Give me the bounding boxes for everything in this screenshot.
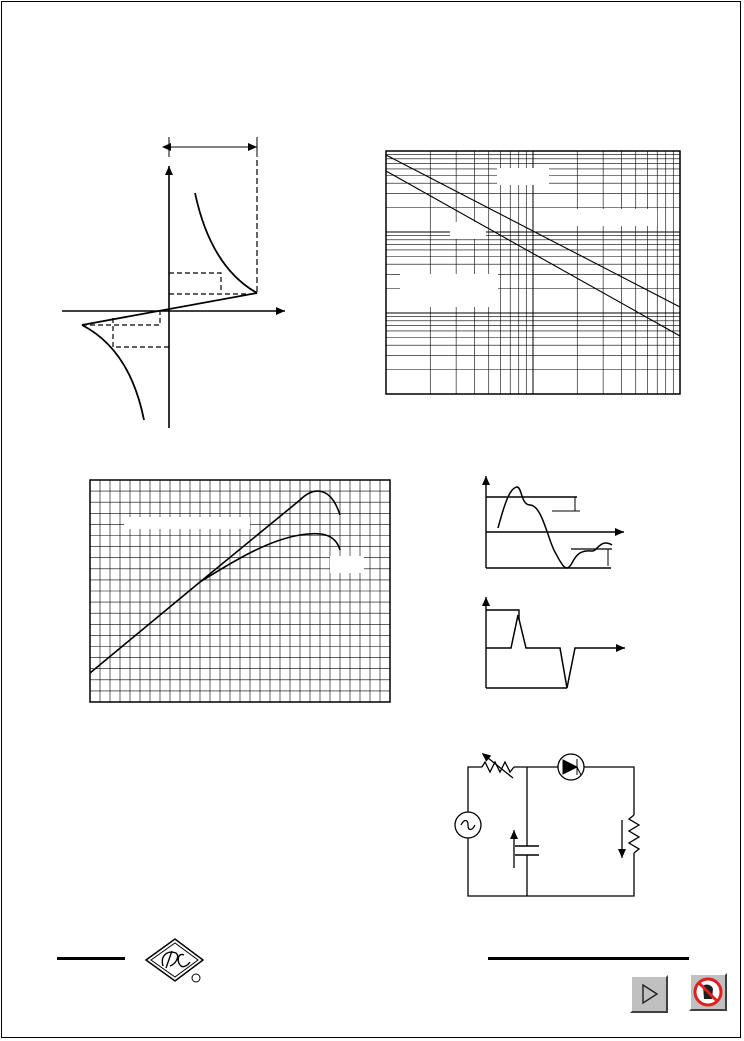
play-triangle-icon xyxy=(632,977,666,1011)
vi-characteristic xyxy=(62,137,285,428)
forward-breakdown-curve xyxy=(195,193,257,293)
footer-rule-right xyxy=(488,957,689,960)
load-resistor xyxy=(629,815,639,853)
voltage-waveform xyxy=(486,476,624,568)
no-entry-icon xyxy=(691,975,725,1009)
log-grid xyxy=(386,151,680,394)
stop-button[interactable] xyxy=(689,973,727,1011)
linear-grid xyxy=(90,480,390,702)
wire xyxy=(468,767,482,812)
wire xyxy=(468,838,634,896)
oscillation xyxy=(498,487,612,568)
linear-grid-chart xyxy=(90,480,390,702)
dashed-construction xyxy=(169,273,221,293)
pulse-outline xyxy=(486,610,519,620)
pulse-trace xyxy=(486,615,625,688)
reverse-breakdown-curve xyxy=(82,325,144,420)
variable-resistor xyxy=(482,762,514,772)
log-log-chart xyxy=(386,151,680,394)
current-waveform xyxy=(486,597,625,688)
label-box xyxy=(497,168,549,185)
footer-rule-left xyxy=(57,957,125,960)
label-box xyxy=(124,517,250,529)
registered-circle-icon xyxy=(192,974,200,982)
label-box xyxy=(400,274,498,307)
next-page-button[interactable] xyxy=(630,975,668,1013)
label-box xyxy=(330,556,364,573)
test-circuit xyxy=(455,754,639,896)
wire xyxy=(584,767,634,815)
label-box xyxy=(553,209,657,226)
